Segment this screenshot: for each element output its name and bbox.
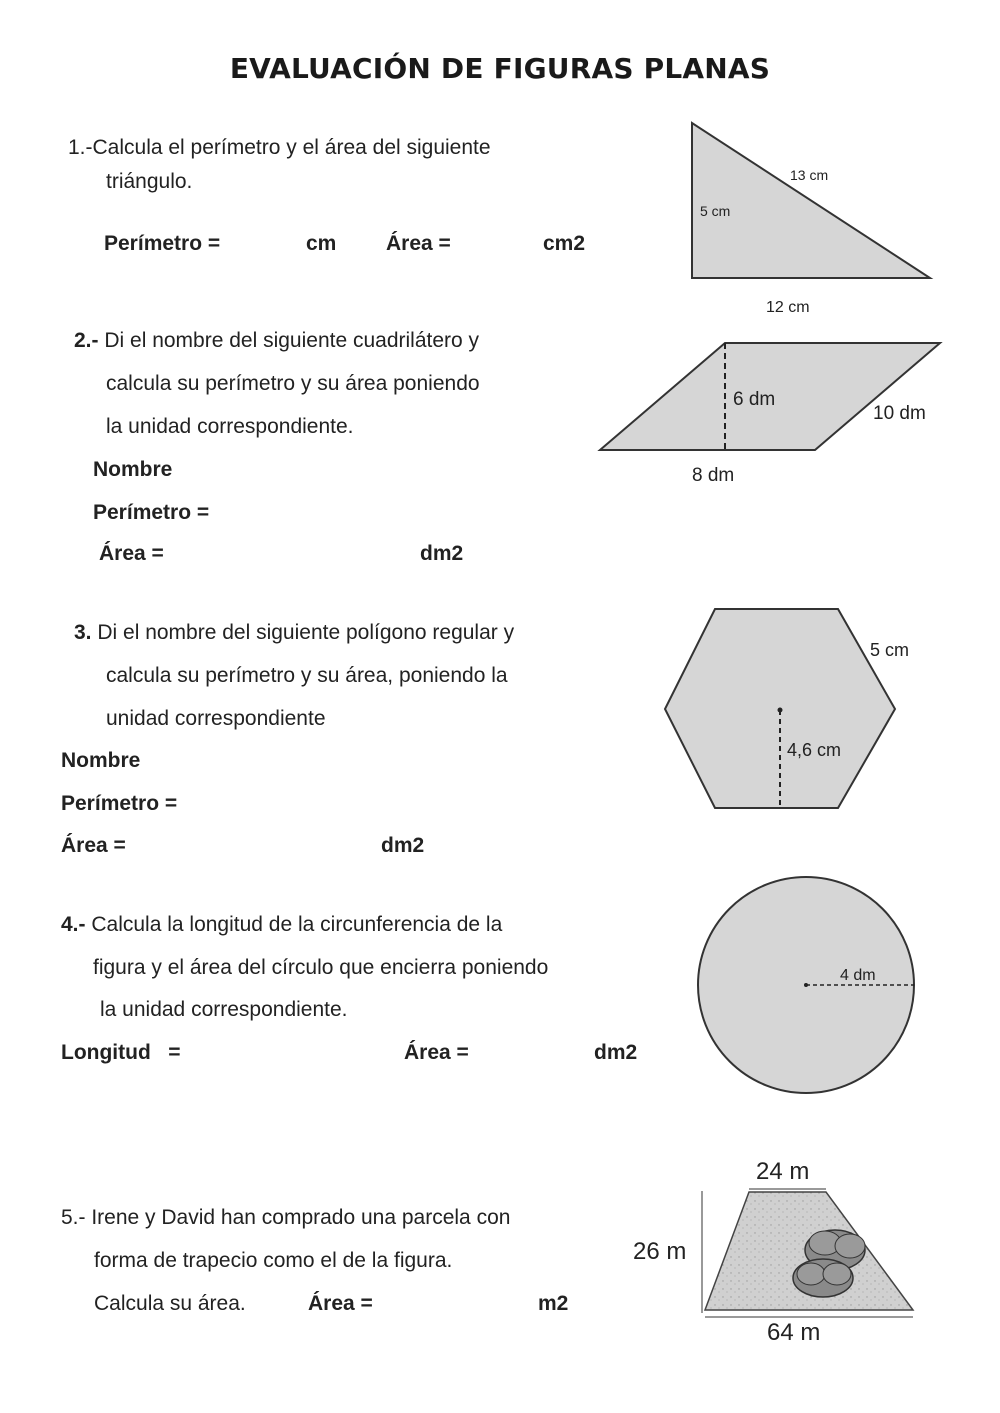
q4-area-unit: dm2 [594,1041,638,1064]
trapezoid-bottom-label: 64 m [767,1319,821,1346]
q5-line1: 5.- Irene y David han comprado una parcela con [61,1206,511,1229]
q4-line2: figura y el área del círculo que encierra poniendo [93,956,549,979]
page-title: EVALUACIÓN DE FIGURAS PLANAS [229,52,771,85]
q3-line3: unidad correspondiente [106,707,326,730]
q2-text: Di el nombre del siguiente cuadrilátero y [98,329,480,352]
q1-perimeter-unit: cm [306,232,337,255]
q4-line1 [61,913,502,937]
q5-line3: Calcula su área. [94,1292,246,1315]
hexagon-apothem-label: 4,6 cm [787,740,842,760]
q3-line1 [74,621,514,645]
q2-number: 2.- [74,329,99,352]
triangle-figure [680,115,950,325]
q5-line2: forma de trapecio como el de la figura. [94,1249,453,1272]
hexagon-center-dot [778,708,783,713]
q4-line3: la unidad correspondiente. [100,998,348,1021]
q1-line1 [68,136,491,160]
hexagon-side-label: 5 cm [870,640,910,660]
q5-area-unit: m2 [538,1292,569,1315]
q1-line2: triángulo. [106,170,193,193]
q3-area-label: Área = [61,834,126,857]
q2-line3: la unidad correspondiente. [106,415,354,438]
trapezoid-top-label: 24 m [756,1158,810,1185]
q5-area-label: Área = [308,1292,373,1315]
q4-area-label: Área = [404,1041,469,1064]
parallelogram-height-label: 6 dm [733,389,776,410]
trapezoid-figure [625,1150,925,1350]
triangle-shape [692,123,930,278]
q1-number: 1. [68,136,86,159]
parallelogram-base-label: 8 dm [692,465,735,486]
circle-figure [690,870,925,1105]
trapezoid-height-label: 26 m [633,1238,687,1265]
parallelogram-side-label: 10 dm [873,403,926,424]
q4-text: Calcula la longitud de la circunferencia de la [85,913,503,936]
q4-number: 4.- [61,913,86,936]
hexagon-figure [655,600,930,820]
q2-area-unit: dm2 [420,542,464,565]
q1-area-unit: cm2 [543,232,586,255]
q1-text: -Calcula el perímetro y el área del siguiente [85,136,491,159]
q2-line2: calcula su perímetro y su área poniendo [106,372,480,395]
q3-perimeter-label: Perímetro = [61,792,178,815]
parallelogram-figure [595,335,945,490]
triangle-height-label: 5 cm [700,203,731,219]
q2-area-label: Área = [99,542,164,565]
circle-radius-label: 4 dm [840,967,876,984]
q2-name-label: Nombre [93,458,173,481]
q1-area-label: Área = [386,232,451,255]
triangle-base-label: 12 cm [766,299,810,316]
q1-perimeter-label: Perímetro = [104,232,221,255]
q2-perimeter-label: Perímetro = [93,501,210,524]
q2-line1 [74,329,479,353]
q3-line2: calcula su perímetro y su área, poniendo la [106,664,508,687]
circle-center-dot [804,983,808,987]
q3-text: Di el nombre del siguiente polígono regular y [91,621,515,644]
q3-number: 3. [74,621,92,644]
q3-name-label: Nombre [61,749,141,772]
triangle-hyp-label: 13 cm [790,167,829,183]
q3-area-unit: dm2 [381,834,425,857]
q4-length-label: Longitud = [61,1041,181,1064]
